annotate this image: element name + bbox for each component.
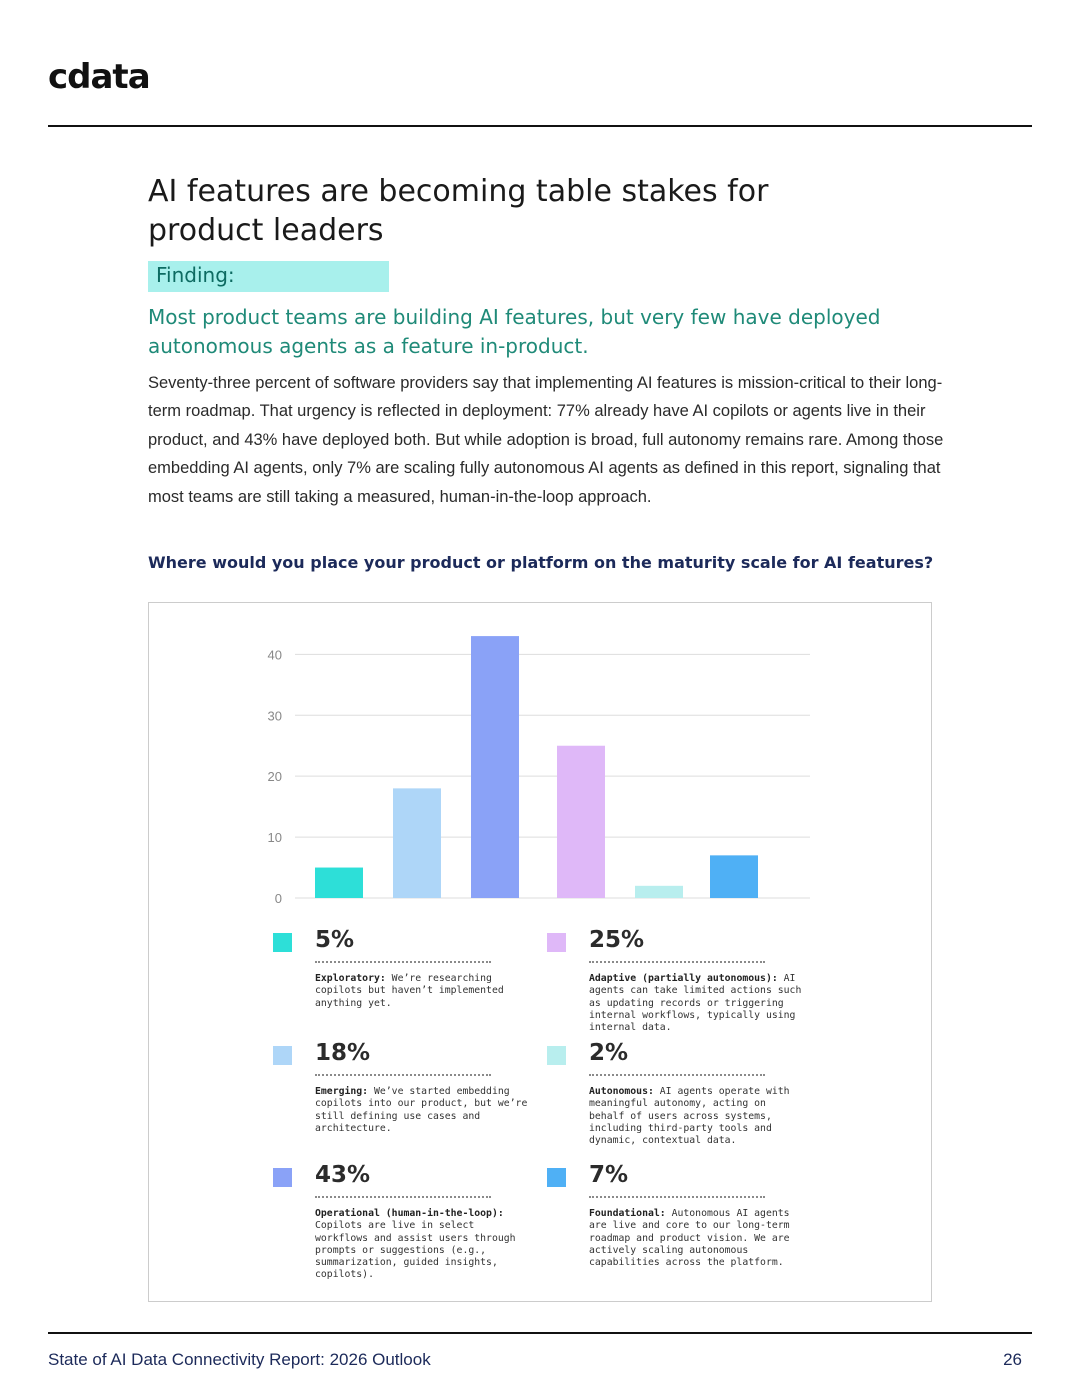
legend-category-label: Exploratory: bbox=[315, 973, 386, 984]
header-divider bbox=[48, 125, 1032, 127]
body-paragraph: Seventy-three percent of software providers say that implementing AI features is mission-critical to their long-term roadmap. That urgency is reflected in deployment: 77% already have AI copilots or agents live in their product, and 43% have deployed both. But while adoption is broad, full autonomy remains rare. Among those embedding AI agents, only 7% are scaling fully autonomous AI agents as defined in this report, signaling that most teams are still taking a measured, human-in-the-loop approach. bbox=[148, 374, 944, 506]
finding-label: Finding: bbox=[148, 261, 389, 292]
footer-report-title: State of AI Data Connectivity Report: 2026 Outlook bbox=[48, 1350, 431, 1369]
legend-category-label: Foundational: bbox=[589, 1208, 666, 1219]
legend-swatch bbox=[547, 1046, 566, 1065]
legend-category-label: Emerging: bbox=[315, 1086, 369, 1097]
legend-category-label: Adaptive (partially autonomous): bbox=[589, 973, 778, 984]
legend-description: Autonomous: AI agents operate with meaningful autonomy, acting on behalf of users across systems, including third-party tools and dynamic, contextual data. bbox=[589, 1086, 790, 1147]
y-tick-label: 30 bbox=[267, 708, 282, 724]
y-tick-label: 40 bbox=[267, 647, 282, 663]
legend-category-label: Operational (human-in-the-loop): bbox=[315, 1208, 504, 1219]
legend-swatch bbox=[273, 1168, 292, 1187]
dotted-divider bbox=[315, 1074, 491, 1076]
page-number: 26 bbox=[1003, 1350, 1022, 1369]
maturity-bar-chart bbox=[149, 603, 933, 1303]
finding-subhead: Most product teams are building AI features, but very few have deployed autonomous agents as a feature in-product. bbox=[148, 305, 881, 358]
legend-swatch bbox=[273, 1046, 292, 1065]
legend-description: Operational (human-in-the-loop): Copilots are live in select workflows and assist users through prompts or suggestions (e.g., summarization, guided insights, copilots). bbox=[315, 1208, 516, 1281]
legend-percent: 5% bbox=[315, 927, 355, 953]
dotted-divider bbox=[315, 1196, 491, 1198]
legend-swatch bbox=[547, 1168, 566, 1187]
legend-description: Foundational: Autonomous AI agents are live and core to our long-term roadmap and product vision. We are actively scaling autonomous capabilities across the platform. bbox=[589, 1208, 790, 1269]
page-title: AI features are becoming table stakes for product leaders bbox=[148, 174, 769, 248]
legend-percent: 25% bbox=[589, 927, 645, 953]
legend-percent: 7% bbox=[589, 1162, 629, 1188]
footer-divider bbox=[48, 1332, 1032, 1334]
legend-swatch bbox=[273, 933, 292, 952]
legend-description: Emerging: We’ve started embedding copilots into our product, but we’re still defining use cases and architecture. bbox=[315, 1086, 528, 1134]
survey-question: Where would you place your product or platform on the maturity scale for AI features? bbox=[148, 553, 934, 572]
bar-foundational bbox=[710, 855, 758, 898]
legend-percent: 43% bbox=[315, 1162, 371, 1188]
company-logo: cdata bbox=[48, 57, 150, 97]
bar-autonomous bbox=[635, 886, 683, 898]
y-tick-label: 20 bbox=[267, 769, 282, 785]
legend-percent: 2% bbox=[589, 1040, 629, 1066]
bar-emerging bbox=[393, 788, 441, 898]
legend-description: Adaptive (partially autonomous): AI agents can take limited actions such as updating records or triggering internal workflows, typically using internal data. bbox=[589, 973, 802, 1034]
y-tick-label: 0 bbox=[274, 891, 282, 906]
legend-swatch bbox=[547, 933, 566, 952]
legend-description: Exploratory: We’re researching copilots but haven’t implemented anything yet. bbox=[315, 973, 504, 1009]
legend-category-label: Autonomous: bbox=[589, 1086, 654, 1097]
dotted-divider bbox=[589, 1074, 765, 1076]
chart-panel bbox=[148, 602, 932, 1302]
bar-exploratory bbox=[315, 868, 363, 898]
bar-operational bbox=[471, 636, 519, 898]
y-tick-label: 10 bbox=[267, 830, 282, 846]
dotted-divider bbox=[315, 961, 491, 963]
dotted-divider bbox=[589, 961, 765, 963]
legend-percent: 18% bbox=[315, 1040, 371, 1066]
dotted-divider bbox=[589, 1196, 765, 1198]
bar-adaptive bbox=[557, 746, 605, 898]
